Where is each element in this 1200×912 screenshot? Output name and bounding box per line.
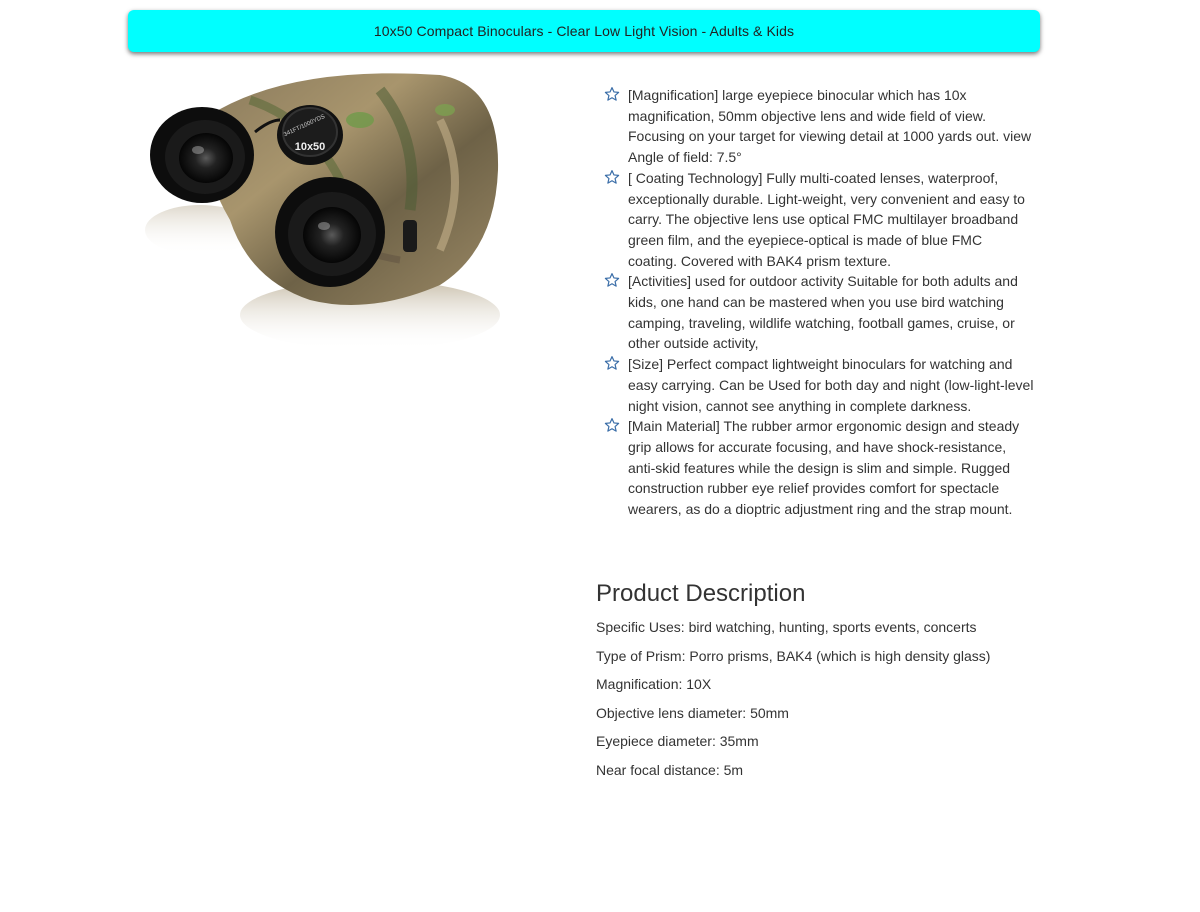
feature-text: [ Coating Technology] Fully multi-coated lenses, waterproof, exceptionally durable. Light-weight, very convenient and easy to carry. The objective lens use optical FMC multilayer broadband green film, and the eyepiece-optical is made of blue FMC coating. Covered with BAK4 prism texture.: [628, 169, 1025, 269]
description-heading: Product Description: [596, 580, 806, 607]
description-line: Objective lens diameter: 50mm: [596, 704, 789, 721]
description-line: Eyepiece diameter: 35mm: [596, 733, 759, 749]
feature-item: [604, 85, 1034, 168]
description-line: Magnification: 10X: [596, 676, 712, 692]
star-outline-icon: [604, 272, 620, 288]
feature-item: [604, 354, 1034, 416]
star-outline-icon: [604, 417, 620, 433]
feature-text: [Magnification] large eyepiece binocular which has 10x magnification, 50mm objective lens and wide field of view. Focusing on your target for viewing detail at 1000 yards out. view Angle of field: 7.5°: [628, 87, 1032, 166]
feature-item: [604, 271, 1034, 354]
lens-label: 10x50: [294, 141, 326, 153]
feature-text: [Main Material] The rubber armor ergonomic design and steady grip allows for accurate focusing, and have shock-resistance, anti-skid features while the design is slim and simple. Rugged construction rubber eye relief provides comfort for spectacle wearers, as do a dioptric adjustment ring and the strap mount.: [628, 418, 1020, 518]
description-line: Type of Prism: Porro prisms, BAK4 (which is high density glass): [596, 647, 991, 664]
feature-item: [604, 416, 1034, 520]
star-outline-icon: [604, 169, 620, 185]
feature-list: [604, 85, 1034, 520]
feature-text: [Size] Perfect compact lightweight binoculars for watching and easy carrying. Can be Used for both day and night (low-light-level night vision, cannot see anything in complete darkness.: [628, 356, 1034, 414]
binoculars-camo-image: [140, 60, 502, 350]
star-outline-icon: [604, 355, 620, 371]
description-line: Near focal distance: 5m: [596, 761, 744, 778]
product-title: 10x50 Compact Binoculars - Clear Low Light Vision - Adults & Kids: [373, 23, 795, 39]
description-list: [596, 618, 1046, 789]
feature-text: [Activities] used for outdoor activity Suitable for both adults and kids, one hand can be mastered when you use bird watching camping, traveling, wildlife watching, football games, cruise, or other outside activity,: [628, 273, 1018, 352]
feature-item: [604, 168, 1034, 272]
title-bar: [128, 10, 1040, 52]
description-line: Specific Uses: bird watching, hunting, sports events, concerts: [596, 619, 977, 635]
star-outline-icon: [604, 86, 620, 102]
rim-label: 341FT/1000YDS: [283, 113, 327, 139]
